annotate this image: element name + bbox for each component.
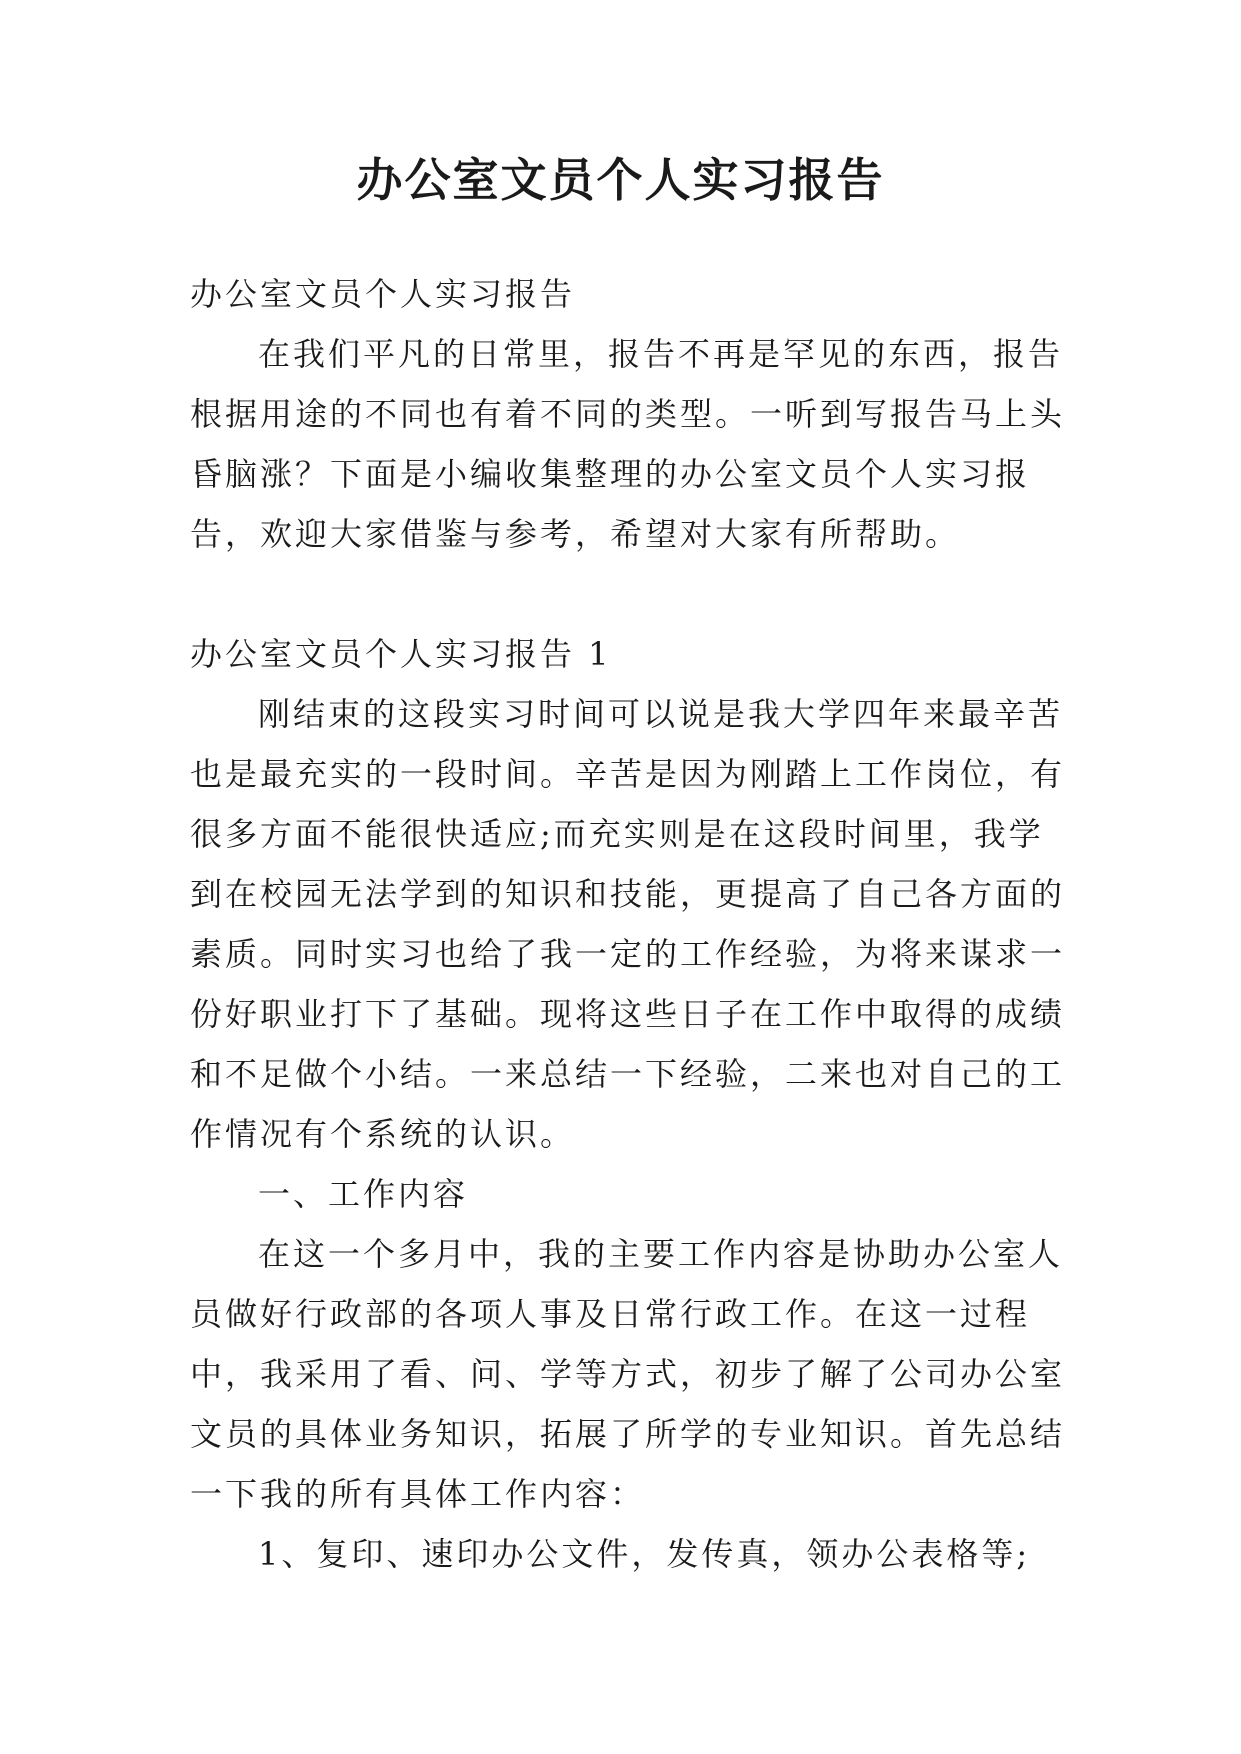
document-title: 办公室文员个人实习报告 bbox=[356, 153, 885, 207]
paragraph-spacer bbox=[190, 564, 1070, 624]
section-paragraph: 刚结束的这段实习时间可以说是我大学四年来最辛苦也是最充实的一段时间。辛苦是因为刚踏上工作岗位，有很多方面不能很快适应;而充实则是在这段时间里，我学到在校园无法学到的知识和技能，更提高了自己各方面的素质。同时实习也给了我一定的工作经验，为将来谋求一份好职业打下了基础。现将这些日子在工作中取得的成绩和不足做个小结。一来总结一下经验，二来也对自己的工作情况有个系统的认识。 bbox=[190, 695, 1066, 1153]
document-body bbox=[190, 264, 1070, 1584]
work-paragraph: 在这一个多月中，我的主要工作内容是协助办公室人员做好行政部的各项人事及日常行政工作。在这一过程中，我采用了看、问、学等方式，初步了解了公司办公室文员的具体业务知识，拓展了所学的专业知识。首先总结一下我的所有具体工作内容： bbox=[190, 1235, 1066, 1513]
intro-paragraph: 在我们平凡的日常里，报告不再是罕见的东西，报告根据用途的不同也有着不同的类型。一听到写报告马上头昏脑涨？下面是小编收集整理的办公室文员个人实习报告，欢迎大家借鉴与参考，希望对大家有所帮助。 bbox=[190, 335, 1066, 553]
subtitle: 办公室文员个人实习报告 bbox=[190, 275, 576, 313]
work-heading: 一、工作内容 bbox=[258, 1175, 469, 1213]
list-item: 1、复印、速印办公文件，发传真，领办公表格等; bbox=[258, 1535, 1031, 1573]
section-heading: 办公室文员个人实习报告 1 bbox=[190, 635, 612, 673]
